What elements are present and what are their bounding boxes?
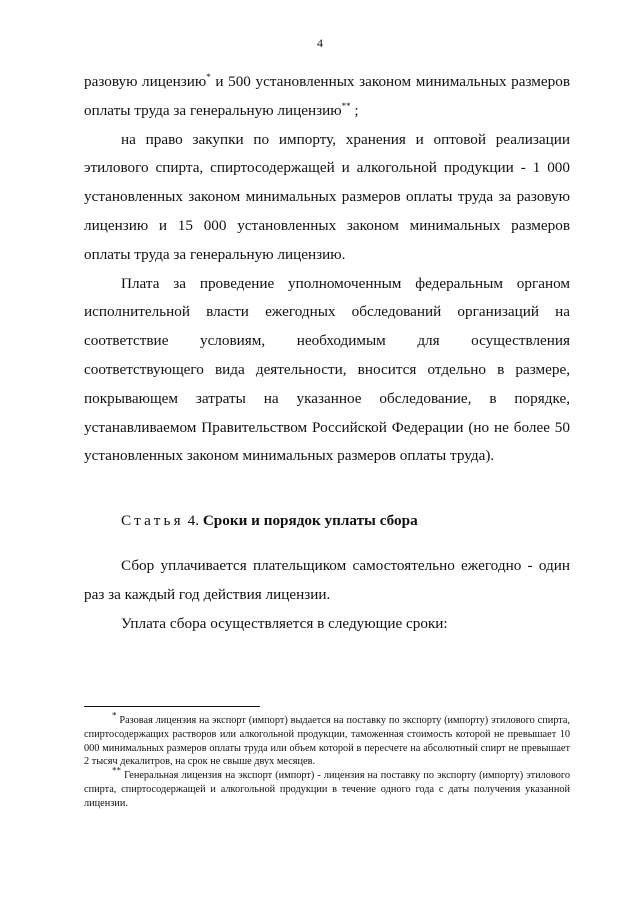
footnotes <box>84 710 570 811</box>
paragraph-inspection-fee: Плата за проведение уполномоченным федеральным органом исполнительной власти ежегодных обследований организаций на соответствие условиям, необходимым для осуществления соответствующего вида деятельности, вносится отдельно в размере, покрывающем затраты на указанное обследование, в порядке, устанавливаемом Правительством Российской Федерации (но не более 50 установленных законом минимальных размеров оплаты труда). <box>84 274 570 465</box>
footnote-1-text: Разовая лицензия на экспорт (импорт) выдается на поставку по экспорту (импорту) этилового спирта, спиртосодержащих растворов или алкогольной продукции, таможенная стоимость которой не превышает 10 000 минимальных размеров оплаты труда или объем которой в пересчете на абсолютный спирт не превышает 2 тысяч декалитров, на срок не свыше двух месяцев. <box>84 715 570 768</box>
footnote-divider <box>84 706 260 707</box>
footnote-mark-2: ** <box>112 765 121 776</box>
article-title: Сроки и порядок уплаты сбора <box>202 512 418 529</box>
body-text-top <box>84 68 570 471</box>
article-number: 4. <box>183 512 203 529</box>
paragraph-text-mid: и 500 установленных законом минимальных размеров оплаты труда за генеральную лицензию <box>84 73 570 119</box>
footnote-1 <box>84 710 570 769</box>
footnote-ref-1: * <box>206 71 211 82</box>
paragraph-license-fee-cont <box>84 68 570 126</box>
article-word: Статья <box>121 512 184 529</box>
article-heading <box>121 507 581 535</box>
footnote-ref-2: ** <box>341 100 351 111</box>
footnote-mark-1: * <box>112 710 117 721</box>
paragraph-text-start: разовую лицензию <box>84 73 207 90</box>
body-text-article <box>84 552 570 638</box>
footnote-2-text: Генеральная лицензия на экспорт (импорт) - лицензия на поставку по экспорту (импорту) этилового спирта, спиртосодержащей и алкогольной продукции в течение одного года с даты получения указанной лицензии. <box>84 770 570 809</box>
paragraph-payment-annual: Сбор уплачивается плательщиком самостоятельно ежегодно - один раз за каждый год действия лицензии. <box>84 557 570 603</box>
page-number: 4 <box>317 36 323 50</box>
paragraph-text-end: ; <box>350 101 359 119</box>
paragraph-purchase-import: на право закупки по импорту, хранения и оптовой реализации этилового спирта, спиртосодержащей и алкогольной продукции - 1 000 установленных законом минимальных размеров оплаты труда за разовую лицензию и 15 000 установленных законом минимальных размеров оплаты труда за генеральную лицензию. <box>84 130 570 263</box>
footnote-2 <box>84 765 570 810</box>
paragraph-payment-terms: Уплата сбора осуществляется в следующие сроки: <box>121 614 448 632</box>
